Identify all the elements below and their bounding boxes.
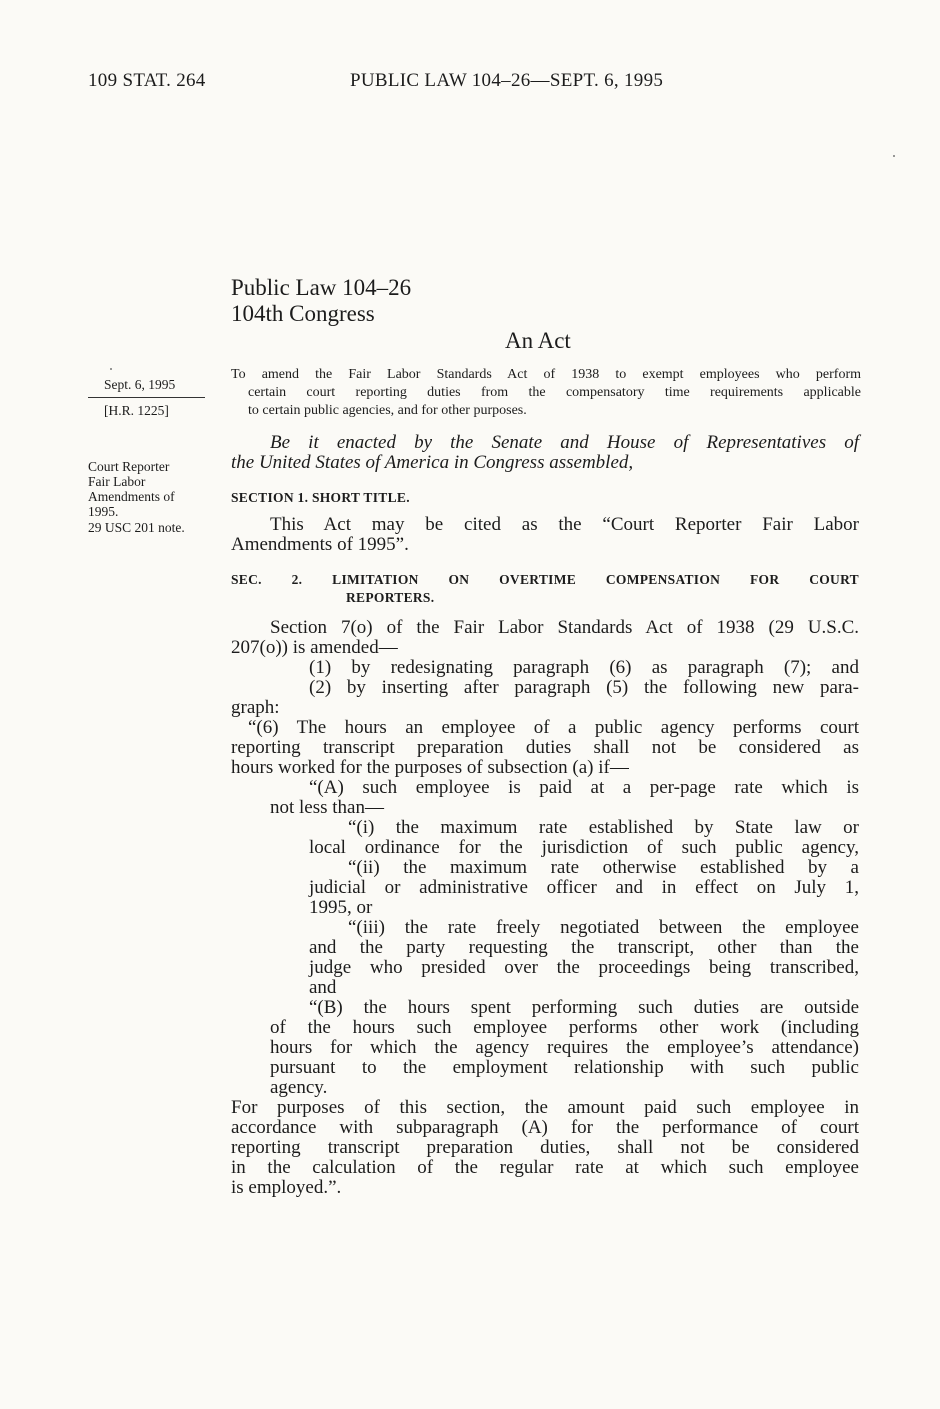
section-2-body xyxy=(231,618,859,1198)
law-number: Public Law 104–26 xyxy=(231,275,412,300)
clause-ii: “(ii) the maximum rate otherwise established by a judicial or administrative officer and in effect on July 1, 1995, or xyxy=(309,857,859,918)
page-number: 109 STAT. 264 xyxy=(88,70,206,91)
section-1-heading: SECTION 1. SHORT TITLE. xyxy=(231,490,410,505)
margin-bill-number: [H.R. 1225] xyxy=(104,403,169,418)
running-header: PUBLIC LAW 104–26—SEPT. 6, 1995 xyxy=(350,70,664,91)
act-heading: An Act xyxy=(505,328,571,353)
amendment-item-2: (2) by inserting after paragraph (5) the following new para- graph: xyxy=(231,677,859,718)
subparagraph-b: “(B) the hours spent performing such duties are outside of the hours such employee performs other work (including hours for which the agency requires the employee’s attendance) pursuant to the employment relationship with such public agency. xyxy=(270,997,859,1098)
scan-speck xyxy=(110,368,112,370)
congress: 104th Congress xyxy=(231,301,375,326)
amendment-intro: Section 7(o) of the Fair Labor Standards Act of 1938 (29 U.S.C. 207(o)) is amended— xyxy=(231,617,859,658)
margin-divider xyxy=(88,397,205,398)
subparagraph-a: “(A) such employee is paid at a per-page rate which is not less than— xyxy=(270,777,859,818)
scan-speck xyxy=(893,155,895,157)
closing-paragraph: For purposes of this section, the amount paid such employee in accordance with subparagraph (A) for the performance of court reporting transcript preparation duties, shall not be considered in the calculation of the regular rate at which such employee is employed.”. xyxy=(231,1097,859,1198)
section-2-heading: SEC. 2. LIMITATION ON OVERTIME COMPENSATION FOR COURT REPORTERS. xyxy=(231,572,859,605)
clause-iii: “(iii) the rate freely negotiated between the employee and the party requesting the transcript, other than the judge who presided over the proceedings being transcribed, and xyxy=(309,917,859,998)
margin-short-title: Court Reporter Fair Labor Amendments of 1995. xyxy=(88,459,175,519)
margin-date: Sept. 6, 1995 xyxy=(104,377,176,392)
clause-i: “(i) the maximum rate established by State law or local ordinance for the jurisdiction of such public agency, xyxy=(309,817,859,858)
section-1-text: This Act may be cited as the “Court Reporter Fair Labor Amendments of 1995”. xyxy=(231,514,859,555)
margin-usc-note: 29 USC 201 note. xyxy=(88,520,185,535)
paragraph-6: “(6) The hours an employee of a public agency performs court reporting transcript preparation duties shall not be considered as hours worked for the purposes of subsection (a) if— xyxy=(231,717,859,778)
purpose-statement: To amend the Fair Labor Standards Act of 1938 to exempt employees who perform certain court reporting duties from the compensatory time requirements applicable to certain public agencies, and for other purposes. xyxy=(231,367,861,418)
amendment-item-1: (1) by redesignating paragraph (6) as paragraph (7); and xyxy=(309,657,859,678)
enacting-clause: Be it enacted by the Senate and House of Representatives of the United States of America in Congress assembled, xyxy=(231,432,859,473)
